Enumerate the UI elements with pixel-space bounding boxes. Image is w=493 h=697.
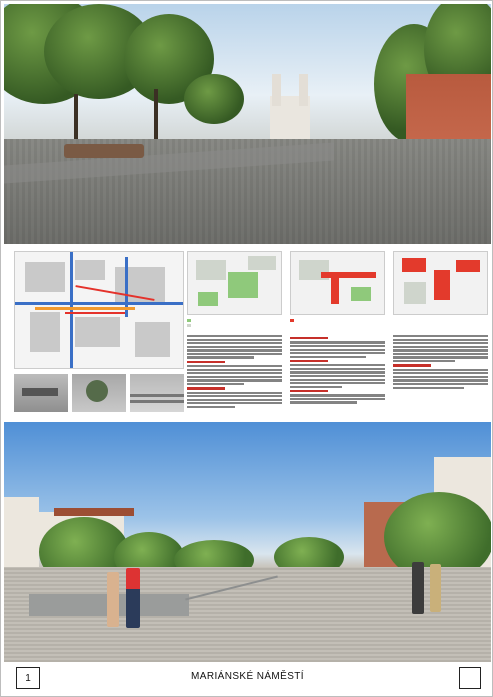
middle-section [4,247,491,419]
church-tower [299,74,308,106]
plan-legend [290,317,385,329]
bottom-visualization-image [4,422,491,662]
plan-greenery [187,251,282,315]
plan-functions [393,251,488,315]
person-figure [126,568,140,628]
plan-legend [187,317,282,329]
page-number: 1 [16,667,40,689]
thumbnail-bench [14,374,68,412]
site-plans [187,251,489,335]
top-visualization-image [4,4,491,244]
text-column [290,335,385,417]
traffic-map [14,251,184,369]
building-roof [54,508,134,516]
page-footer [4,665,491,695]
plan-traffic [290,251,385,315]
text-column [393,335,488,417]
text-column [187,335,282,417]
bench-platform [64,144,144,158]
empty-box [459,667,481,689]
detail-thumbnails [14,374,184,416]
page-title: MARIÁNSKÉ NÁMĚSTÍ [191,671,304,682]
tree-trunk [154,89,158,144]
person-figure [430,564,441,612]
church-tower [272,74,281,106]
thumbnail-fountain [72,374,126,412]
thumbnail-steps [130,374,184,412]
person-figure [107,572,119,627]
person-figure [412,562,424,614]
text-columns [187,335,489,417]
tree-canopy [184,74,244,124]
